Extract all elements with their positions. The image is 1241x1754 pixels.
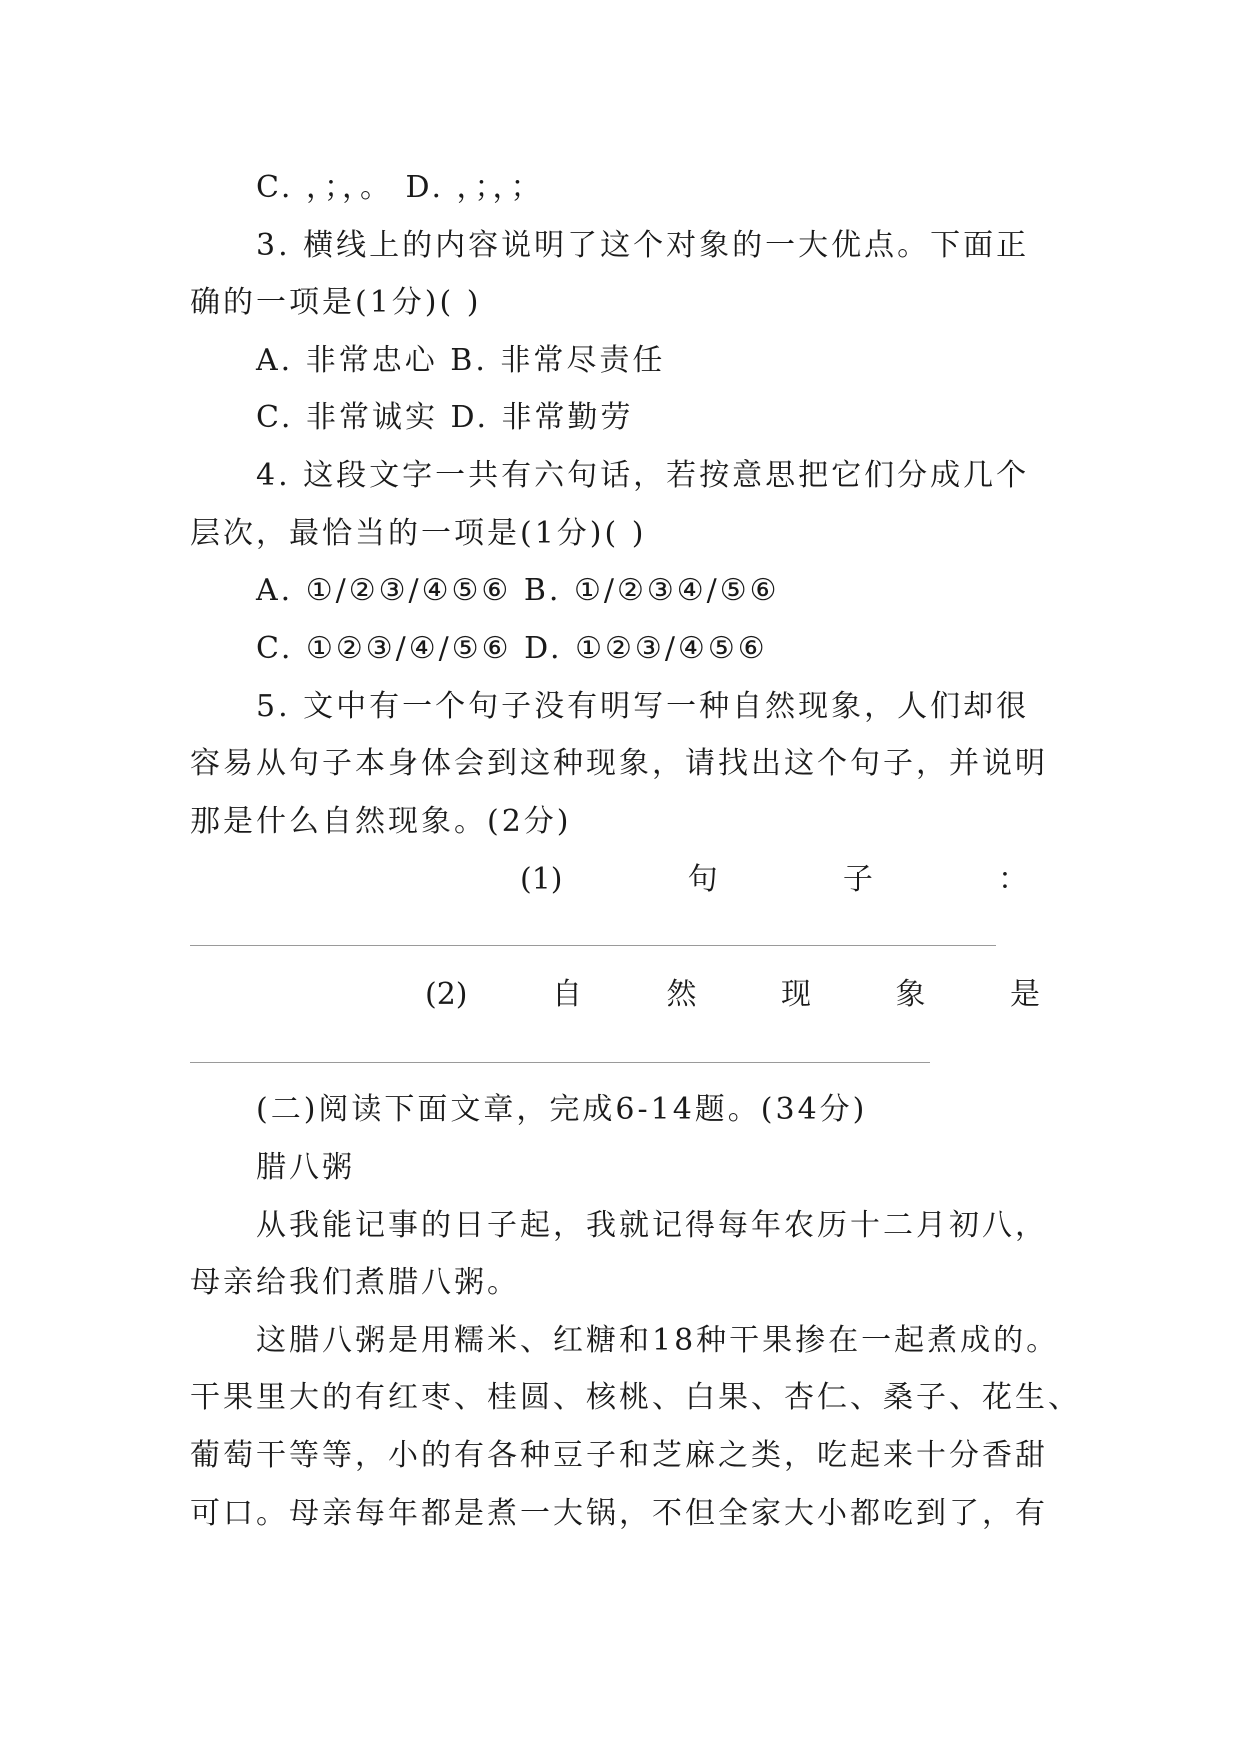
option-line-ab-q3: A. 非常忠心 B. 非常尽责任 xyxy=(256,343,666,378)
answer-1-number: (1) xyxy=(520,862,563,897)
passage-paragraph-2-line-2: 干果里大的有红枣、桂圆、核桃、白果、杏仁、桑子、花生、 xyxy=(190,1380,1081,1415)
question-5-line-3: 那是什么自然现象。(2分) xyxy=(190,804,572,839)
question-3-line-1: 3. 横线上的内容说明了这个对象的一大优点。下面正 xyxy=(256,228,1030,263)
answer-2-char: 现 xyxy=(781,977,811,1012)
answer-2-blank-line xyxy=(190,1062,930,1063)
passage-paragraph-2-line-4: 可口。母亲每年都是煮一大锅，不但全家大小都吃到了，有 xyxy=(190,1496,1048,1531)
answer-2-char: 然 xyxy=(666,977,697,1012)
answer-2-char: 是 xyxy=(1010,977,1040,1012)
answer-2-char: 象 xyxy=(895,977,926,1012)
section-2-heading: (二)阅读下面文章，完成6-14题。(34分) xyxy=(256,1092,868,1127)
answer-2-char: 自 xyxy=(552,977,582,1012)
question-4-line-1: 4. 这段文字一共有六句话，若按意思把它们分成几个 xyxy=(256,458,1030,493)
passage-paragraph-1-line-2: 母亲给我们煮腊八粥。 xyxy=(190,1265,520,1300)
option-line-cd-q3: C. 非常诚实 D. 非常勤劳 xyxy=(256,400,634,435)
question-3-line-2: 确的一项是(1分)( ) xyxy=(190,285,482,320)
passage-paragraph-2-line-1: 这腊八粥是用糯米、红糖和18种干果掺在一起煮成的。 xyxy=(256,1323,1060,1358)
option-line-cd-q2: C. ，；，。 D. ，；，； xyxy=(256,170,544,205)
question-5-line-1: 5. 文中有一个句子没有明写一种自然现象，人们却很 xyxy=(256,689,1030,724)
passage-paragraph-2-line-3: 葡萄干等等，小的有各种豆子和芝麻之类，吃起来十分香甜 xyxy=(190,1438,1048,1473)
answer-2-phenomenon-label xyxy=(425,975,1040,1015)
question-5-line-2: 容易从句子本身体会到这种现象，请找出这个句子，并说明 xyxy=(190,746,1048,781)
answer-1-blank-line xyxy=(190,945,996,946)
answer-1-colon: ： xyxy=(997,862,1028,897)
question-4-line-2: 层次，最恰当的一项是(1分)( ) xyxy=(190,516,647,551)
passage-title: 腊八粥 xyxy=(256,1150,355,1185)
option-line-cd-q4: C. ①②③/④/⑤⑥ D. ①②③/④⑤⑥ xyxy=(256,631,768,666)
answer-2-number: (2) xyxy=(425,977,468,1012)
option-line-ab-q4: A. ①/②③/④⑤⑥ B. ①/②③④/⑤⑥ xyxy=(256,573,780,608)
passage-paragraph-1-line-1: 从我能记事的日子起，我就记得每年农历十二月初八， xyxy=(256,1208,1048,1243)
answer-1-char: 子 xyxy=(842,862,873,897)
answer-1-sentence-label xyxy=(520,860,1028,900)
answer-1-char: 句 xyxy=(687,862,718,897)
